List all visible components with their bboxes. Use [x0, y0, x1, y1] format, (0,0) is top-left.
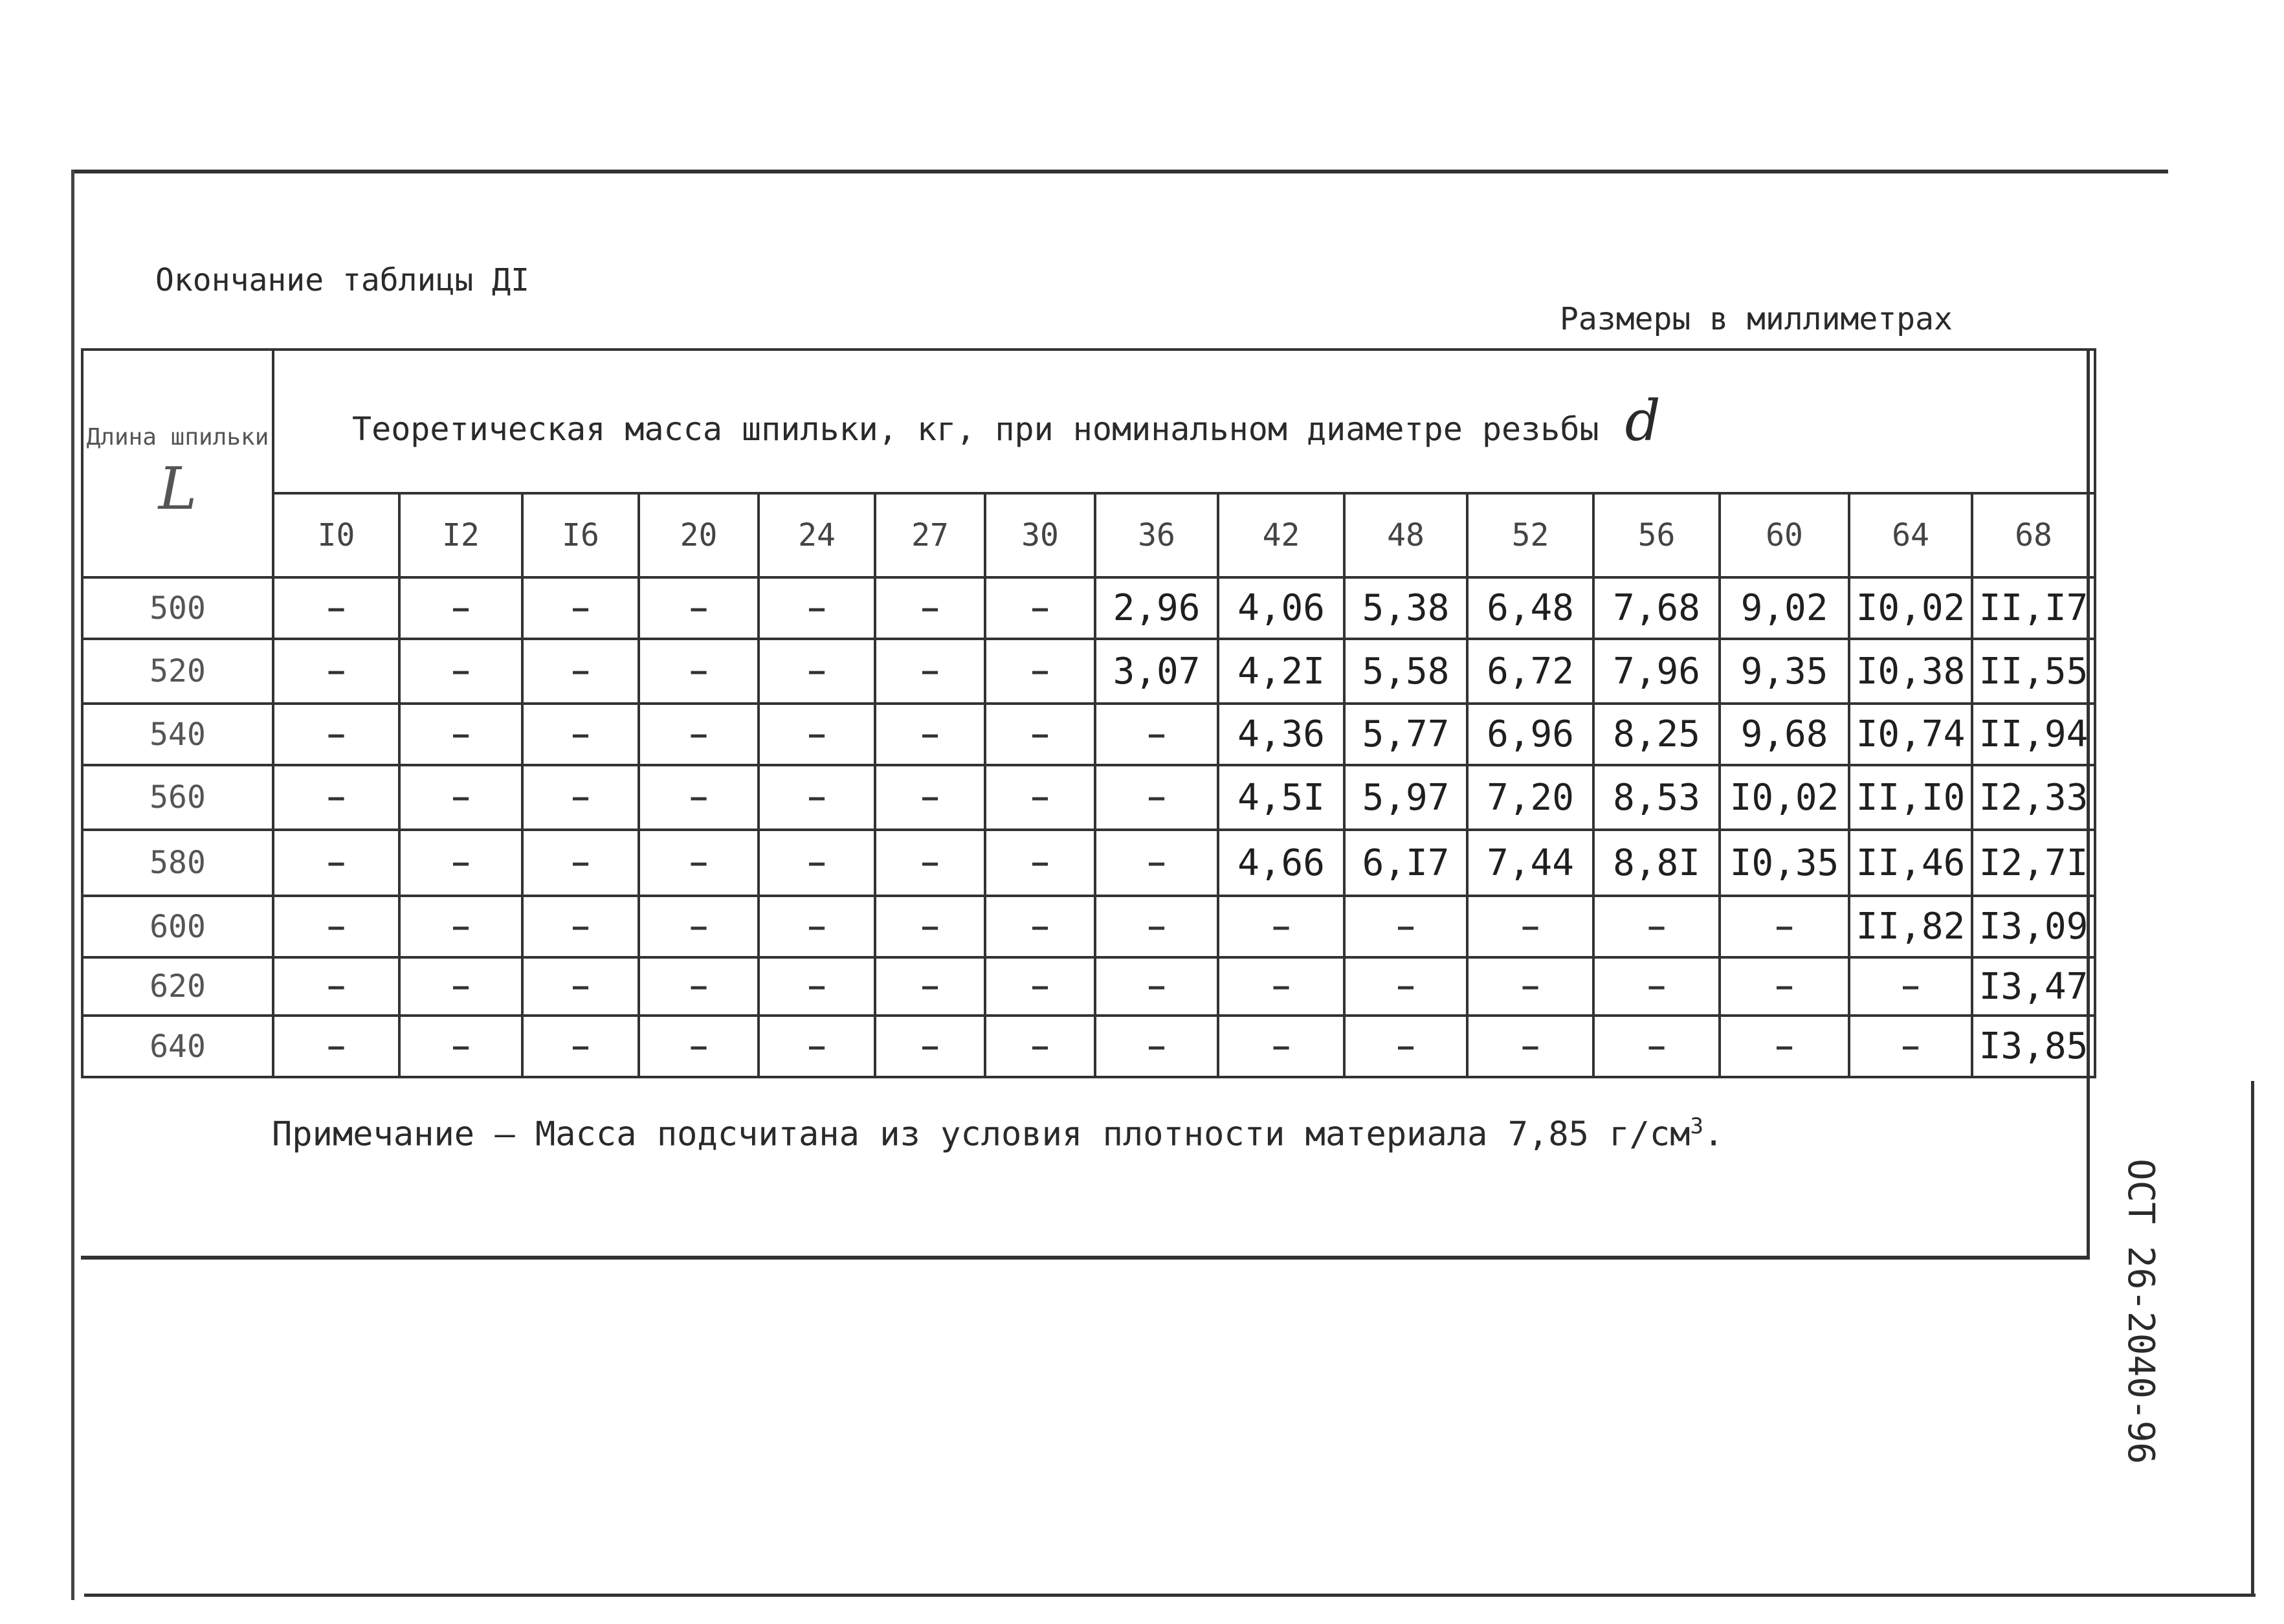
mass-cell: – — [1218, 957, 1344, 1016]
mass-cell: – — [522, 957, 639, 1016]
length-cell: 640 — [82, 1016, 273, 1077]
mass-cell: – — [273, 577, 399, 639]
page-frame-left — [71, 170, 74, 1600]
mass-cell: – — [875, 704, 985, 765]
mass-cell: – — [1218, 1016, 1344, 1077]
mass-cell: 5,58 — [1344, 639, 1467, 704]
mass-cell: – — [1593, 896, 1720, 957]
diameter-symbol: d — [1624, 389, 1661, 454]
diameter-cell: 68 — [1972, 493, 2095, 577]
length-header: Длина шпильки — [86, 424, 269, 450]
mass-cell: – — [273, 830, 399, 896]
length-cell: 500 — [82, 577, 273, 639]
mass-cell: – — [985, 1016, 1095, 1077]
diameter-cell: 42 — [1218, 493, 1344, 577]
mass-cell: – — [1593, 957, 1720, 1016]
table-row — [82, 577, 2095, 639]
mass-cell: 4,5I — [1218, 765, 1344, 830]
mass-header: Теоретическая масса шпильки, кг, при номинальном диаметре резьбы — [352, 410, 1599, 448]
length-cell: 580 — [82, 830, 273, 896]
length-cell: 520 — [82, 639, 273, 704]
mass-cell: – — [1095, 830, 1218, 896]
mass-cell: – — [1720, 896, 1849, 957]
diameter-cell: 20 — [639, 493, 759, 577]
mass-cell: I0,02 — [1720, 765, 1849, 830]
mass-cell: – — [875, 957, 985, 1016]
mass-cell: – — [399, 1016, 522, 1077]
mass-cell: II,82 — [1849, 896, 1972, 957]
mass-cell: – — [273, 896, 399, 957]
mass-cell: – — [1849, 957, 1972, 1016]
mass-cell: – — [273, 639, 399, 704]
mass-cell: 6,72 — [1467, 639, 1593, 704]
diameter-cell: 27 — [875, 493, 985, 577]
mass-cell: – — [985, 577, 1095, 639]
mass-cell: – — [1344, 1016, 1467, 1077]
mass-cell: I3,85 — [1972, 1016, 2095, 1077]
length-cell: 540 — [82, 704, 273, 765]
mass-cell: – — [759, 896, 875, 957]
table-row — [82, 896, 2095, 957]
mass-cell: – — [399, 765, 522, 830]
mass-cell: – — [875, 830, 985, 896]
footnote-end: . — [1703, 1115, 1724, 1154]
mass-cell: – — [399, 639, 522, 704]
footnote-text: Примечание – Масса подсчитана из условия плотности материала 7,85 г/см — [272, 1115, 1691, 1154]
mass-cell: 6,I7 — [1344, 830, 1467, 896]
mass-cell: – — [273, 704, 399, 765]
mass-cell: 8,8I — [1593, 830, 1720, 896]
document-number: ОСТ 26-2040-96 — [2120, 1159, 2162, 1465]
mass-cell: – — [1849, 1016, 1972, 1077]
mass-cell: – — [1344, 957, 1467, 1016]
mass-cell: II,55 — [1972, 639, 2095, 704]
mass-cell: – — [639, 704, 759, 765]
table-header-row — [82, 350, 2095, 493]
mass-cell: II,I7 — [1972, 577, 2095, 639]
mass-cell: 5,77 — [1344, 704, 1467, 765]
mass-cell: – — [1095, 957, 1218, 1016]
mass-cell: 5,97 — [1344, 765, 1467, 830]
mass-cell: 3,07 — [1095, 639, 1218, 704]
mass-cell: 9,68 — [1720, 704, 1849, 765]
mass-cell: – — [522, 1016, 639, 1077]
mass-cell: – — [522, 577, 639, 639]
mass-cell: – — [759, 765, 875, 830]
mass-cell: – — [875, 896, 985, 957]
mass-cell: – — [1095, 704, 1218, 765]
mass-cell: – — [639, 1016, 759, 1077]
mass-cell: I3,09 — [1972, 896, 2095, 957]
mass-cell: – — [399, 577, 522, 639]
mass-cell: 4,2I — [1218, 639, 1344, 704]
mass-cell: – — [639, 639, 759, 704]
mass-cell: – — [759, 639, 875, 704]
diameter-cell: 30 — [985, 493, 1095, 577]
mass-cell: – — [1720, 1016, 1849, 1077]
diameter-cell: 56 — [1593, 493, 1720, 577]
mass-cell: – — [1095, 896, 1218, 957]
mass-cell: – — [985, 765, 1095, 830]
mass-cell: – — [875, 639, 985, 704]
mass-cell: – — [985, 639, 1095, 704]
mass-cell: – — [399, 896, 522, 957]
mass-cell: 6,96 — [1467, 704, 1593, 765]
mass-cell: – — [639, 896, 759, 957]
mass-cell: – — [273, 1016, 399, 1077]
mass-cell: 4,66 — [1218, 830, 1344, 896]
diameter-cell: 48 — [1344, 493, 1467, 577]
mass-cell: 4,06 — [1218, 577, 1344, 639]
mass-header-cell — [273, 350, 2095, 493]
diameter-cell: I6 — [522, 493, 639, 577]
mass-cell: – — [522, 639, 639, 704]
mass-cell: 8,53 — [1593, 765, 1720, 830]
mass-cell: – — [273, 765, 399, 830]
diameter-cell: 60 — [1720, 493, 1849, 577]
mass-cell: II,I0 — [1849, 765, 1972, 830]
page-frame-right — [2251, 1081, 2254, 1596]
mass-cell: 9,02 — [1720, 577, 1849, 639]
mass-cell: – — [875, 1016, 985, 1077]
mass-cell: – — [759, 1016, 875, 1077]
mass-cell: I0,74 — [1849, 704, 1972, 765]
mass-cell: 7,68 — [1593, 577, 1720, 639]
mass-cell: – — [399, 704, 522, 765]
table-row — [82, 957, 2095, 1016]
mass-cell: 8,25 — [1593, 704, 1720, 765]
diameter-cell: I2 — [399, 493, 522, 577]
diameter-cell: 64 — [1849, 493, 1972, 577]
mass-cell: – — [273, 957, 399, 1016]
mass-cell: – — [985, 830, 1095, 896]
mass-cell: – — [985, 896, 1095, 957]
mass-cell: – — [1593, 1016, 1720, 1077]
length-cell: 600 — [82, 896, 273, 957]
mass-cell: I2,33 — [1972, 765, 2095, 830]
mass-cell: 9,35 — [1720, 639, 1849, 704]
length-header-cell — [82, 350, 273, 577]
mass-cell: – — [399, 830, 522, 896]
mass-cell: – — [1467, 1016, 1593, 1077]
length-symbol: L — [158, 455, 197, 523]
mass-cell: – — [522, 830, 639, 896]
mass-cell: – — [1344, 896, 1467, 957]
mass-cell: I0,38 — [1849, 639, 1972, 704]
mass-cell: – — [522, 765, 639, 830]
table-row — [82, 639, 2095, 704]
mass-cell: I3,47 — [1972, 957, 2095, 1016]
mass-cell: – — [639, 765, 759, 830]
mass-cell: II,94 — [1972, 704, 2095, 765]
mass-cell: – — [639, 830, 759, 896]
mass-cell: – — [1095, 765, 1218, 830]
mass-cell: I0,02 — [1849, 577, 1972, 639]
table-row — [82, 704, 2095, 765]
mass-cell: – — [985, 704, 1095, 765]
mass-cell: – — [522, 896, 639, 957]
mass-cell: II,46 — [1849, 830, 1972, 896]
footnote-superscript: 3 — [1690, 1113, 1703, 1139]
diameter-cell: 24 — [759, 493, 875, 577]
length-cell: 620 — [82, 957, 273, 1016]
mass-cell: 4,36 — [1218, 704, 1344, 765]
table-row — [82, 830, 2095, 896]
length-cell: 560 — [82, 765, 273, 830]
diameter-row — [82, 493, 2095, 577]
mass-cell: – — [1467, 896, 1593, 957]
mass-table — [81, 348, 2096, 1078]
mass-cell: – — [1467, 957, 1593, 1016]
table-row — [82, 1016, 2095, 1077]
table-row — [82, 765, 2095, 830]
mass-cell: – — [759, 704, 875, 765]
table-box-bottom — [81, 1256, 2090, 1260]
table-caption: Окончание таблицы ДI — [155, 262, 529, 298]
mass-cell: 5,38 — [1344, 577, 1467, 639]
mass-cell: – — [1720, 957, 1849, 1016]
mass-cell: – — [1218, 896, 1344, 957]
units-note: Размеры в миллиметрах — [1560, 301, 1953, 337]
mass-cell: – — [759, 830, 875, 896]
mass-cell: – — [985, 957, 1095, 1016]
diameter-cell: I0 — [273, 493, 399, 577]
mass-cell: I0,35 — [1720, 830, 1849, 896]
mass-cell: – — [875, 765, 985, 830]
mass-cell: 7,44 — [1467, 830, 1593, 896]
mass-cell: – — [639, 577, 759, 639]
mass-cell: – — [875, 577, 985, 639]
mass-cell: – — [759, 957, 875, 1016]
mass-cell: 7,96 — [1593, 639, 1720, 704]
page-frame-top — [71, 170, 2168, 173]
mass-cell: 2,96 — [1095, 577, 1218, 639]
mass-cell: – — [522, 704, 639, 765]
mass-cell: – — [639, 957, 759, 1016]
mass-cell: 7,20 — [1467, 765, 1593, 830]
page-frame-bottom — [84, 1594, 2256, 1597]
diameter-cell: 52 — [1467, 493, 1593, 577]
mass-cell: – — [759, 577, 875, 639]
mass-cell: I2,7I — [1972, 830, 2095, 896]
mass-cell: – — [1095, 1016, 1218, 1077]
footnote — [272, 1113, 1724, 1153]
diameter-cell: 36 — [1095, 493, 1218, 577]
mass-cell: 6,48 — [1467, 577, 1593, 639]
mass-cell: – — [399, 957, 522, 1016]
